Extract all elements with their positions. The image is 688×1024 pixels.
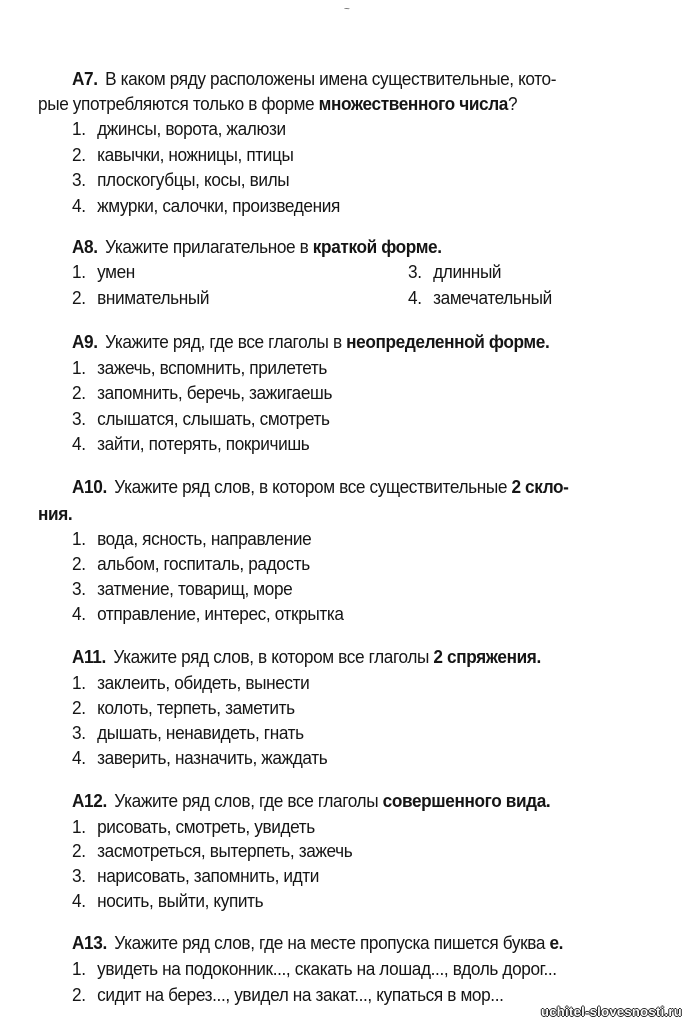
option-number: 2.: [72, 697, 86, 718]
option-text: внимательный: [97, 287, 210, 308]
question-text: [72, 790, 550, 812]
question-number: A7.: [72, 68, 98, 89]
answer-option[interactable]: [72, 672, 309, 694]
answer-option[interactable]: [72, 840, 352, 862]
question-segment: Укажите ряд слов, где на месте пропуска пишется буква: [114, 932, 550, 953]
answer-option[interactable]: [72, 357, 327, 379]
emphasis-text: 2 спряжения.: [433, 646, 541, 667]
option-text: заверить, назначить, жаждать: [97, 747, 328, 768]
option-text: кавычки, ножницы, птицы: [97, 144, 294, 165]
option-number: 2.: [72, 553, 86, 574]
option-text: затмение, товарищ, море: [97, 578, 293, 599]
option-number: 3.: [72, 169, 86, 190]
option-number: 1.: [72, 261, 86, 282]
answer-option[interactable]: [72, 118, 286, 140]
question-text: [72, 646, 541, 668]
scan-mark: ~: [344, 4, 350, 15]
question-segment: Укажите прилагательное в: [105, 236, 313, 257]
option-text: колоть, терпеть, заметить: [97, 697, 295, 718]
option-number: 4.: [408, 287, 422, 308]
emphasis-text: ния.: [38, 503, 73, 524]
answer-option[interactable]: [408, 261, 501, 283]
option-text: замечательный: [433, 287, 552, 308]
question-segment: ?: [507, 93, 518, 114]
option-text: длинный: [433, 261, 502, 282]
option-number: 4.: [72, 195, 86, 216]
option-number: 3.: [408, 261, 422, 282]
question-text: [72, 476, 569, 498]
answer-option[interactable]: [72, 169, 289, 191]
option-number: 4.: [72, 433, 86, 454]
question-segment: Укажите ряд слов, где все глаголы: [114, 790, 383, 811]
option-text: заклеить, обидеть, вынести: [97, 672, 310, 693]
answer-option[interactable]: [72, 195, 340, 217]
option-number: 2.: [72, 840, 86, 861]
question-segment: Укажите ряд слов, в котором все глаголы: [113, 646, 434, 667]
question-text: [72, 331, 549, 353]
option-number: 3.: [72, 865, 86, 886]
option-number: 1.: [72, 118, 86, 139]
answer-option[interactable]: [72, 747, 327, 769]
option-text: умен: [97, 261, 135, 282]
question-text: [72, 68, 556, 90]
emphasis-text: совершенного вида.: [382, 790, 551, 811]
option-text: жмурки, салочки, произведения: [97, 195, 340, 216]
question-text: [38, 93, 517, 115]
watermark: uchitel-slovesnosti.ru: [541, 1004, 682, 1019]
answer-option[interactable]: [72, 722, 304, 744]
option-number: 2.: [72, 144, 86, 165]
answer-option[interactable]: [72, 984, 504, 1006]
option-text: зажечь, вспомнить, прилететь: [97, 357, 327, 378]
option-number: 1.: [72, 528, 86, 549]
question-segment: В каком ряду расположены имена существительные, кото-: [105, 68, 557, 89]
option-text: дышать, ненавидеть, гнать: [97, 722, 304, 743]
answer-option[interactable]: [72, 528, 311, 550]
option-text: зайти, потерять, покричишь: [97, 433, 310, 454]
option-number: 1.: [72, 816, 86, 837]
option-number: 2.: [72, 287, 86, 308]
question-number: A10.: [72, 476, 107, 497]
option-number: 2.: [72, 984, 86, 1005]
option-number: 3.: [72, 408, 86, 429]
option-text: рисовать, смотреть, увидеть: [97, 816, 315, 837]
question-text: [72, 236, 442, 258]
answer-option[interactable]: [408, 287, 552, 309]
answer-option[interactable]: [72, 816, 315, 838]
question-segment: Укажите ряд, где все глаголы в: [105, 331, 347, 352]
answer-option[interactable]: [72, 603, 344, 625]
question-number: A12.: [72, 790, 107, 811]
answer-option[interactable]: [72, 261, 135, 283]
question-text: [72, 932, 563, 954]
option-text: джинсы, ворота, жалюзи: [97, 118, 286, 139]
question-segment: Укажите ряд слов, в котором все существительные: [114, 476, 512, 497]
question-text: [38, 503, 72, 525]
option-text: альбом, госпиталь, радость: [97, 553, 310, 574]
answer-option[interactable]: [72, 287, 209, 309]
emphasis-text: краткой форме.: [312, 236, 442, 257]
question-number: A8.: [72, 236, 98, 257]
option-text: слышатся, слышать, смотреть: [97, 408, 330, 429]
option-text: запомнить, беречь, зажигаешь: [97, 382, 333, 403]
answer-option[interactable]: [72, 144, 294, 166]
answer-option[interactable]: [72, 697, 295, 719]
answer-option[interactable]: [72, 890, 263, 912]
emphasis-text: неопределенной форме.: [346, 331, 550, 352]
answer-option[interactable]: [72, 553, 310, 575]
answer-option[interactable]: [72, 958, 557, 980]
option-text: засмотреться, вытерпеть, зажечь: [97, 840, 353, 861]
option-number: 3.: [72, 722, 86, 743]
option-number: 3.: [72, 578, 86, 599]
answer-option[interactable]: [72, 433, 309, 455]
option-number: 4.: [72, 603, 86, 624]
option-number: 4.: [72, 890, 86, 911]
option-text: увидеть на подоконник..., скакать на лошад..., вдоль дорог...: [97, 958, 557, 979]
emphasis-text: е.: [549, 932, 564, 953]
option-number: 2.: [72, 382, 86, 403]
option-text: носить, выйти, купить: [97, 890, 264, 911]
answer-option[interactable]: [72, 408, 330, 430]
question-segment: рые употребляются только в форме: [38, 93, 319, 114]
question-number: A9.: [72, 331, 98, 352]
option-number: 4.: [72, 747, 86, 768]
emphasis-text: множественного числа: [318, 93, 508, 114]
option-text: отправление, интерес, открытка: [97, 603, 344, 624]
option-text: плоскогубцы, косы, вилы: [97, 169, 290, 190]
option-number: 1.: [72, 672, 86, 693]
answer-option[interactable]: [72, 865, 319, 887]
question-number: A11.: [72, 646, 106, 667]
emphasis-text: 2 скло-: [511, 476, 569, 497]
option-text: сидит на берез..., увидел на закат..., купаться в мор...: [97, 984, 504, 1005]
option-text: вода, ясность, направление: [97, 528, 312, 549]
answer-option[interactable]: [72, 578, 292, 600]
option-number: 1.: [72, 958, 86, 979]
option-number: 1.: [72, 357, 86, 378]
answer-option[interactable]: [72, 382, 332, 404]
question-number: A13.: [72, 932, 107, 953]
option-text: нарисовать, запомнить, идти: [97, 865, 320, 886]
